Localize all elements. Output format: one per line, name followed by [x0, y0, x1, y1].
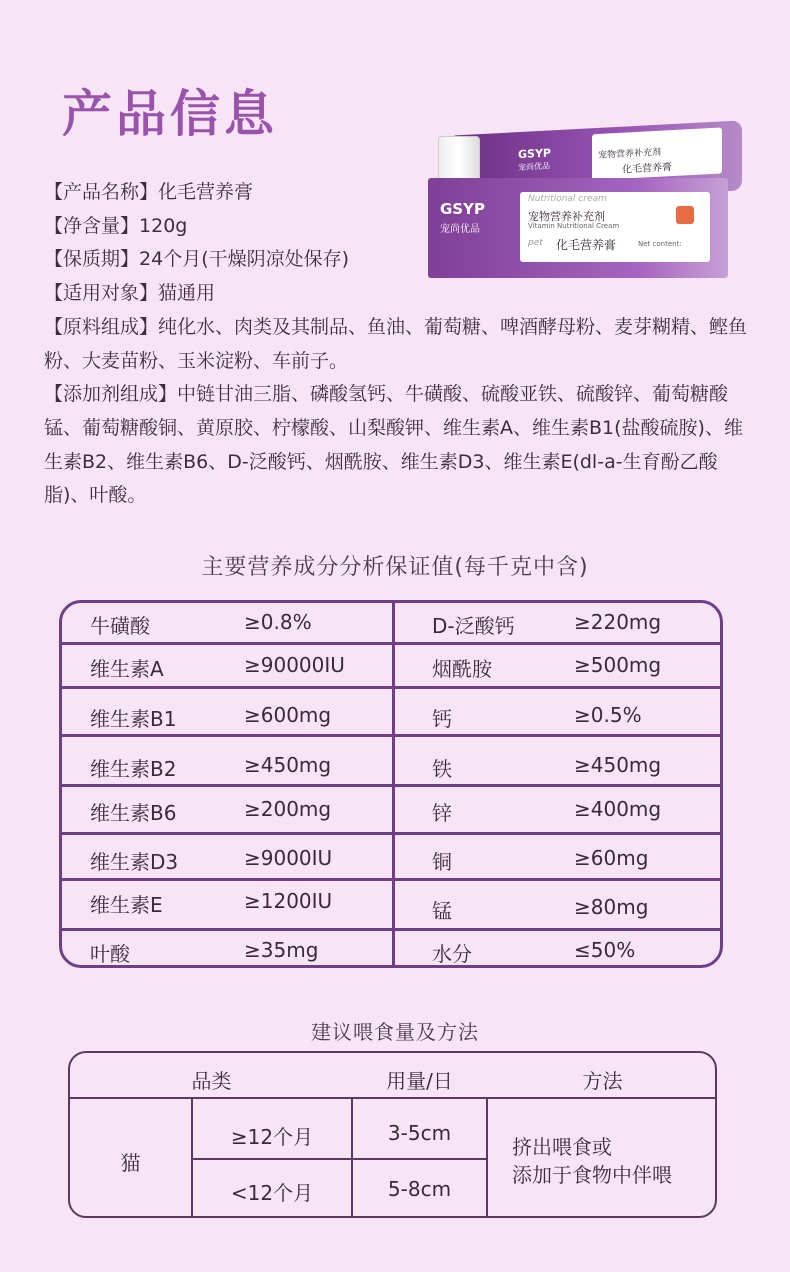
row-divider: [62, 928, 720, 931]
feeding-title: 建议喂食量及方法: [311, 1020, 479, 1044]
row-divider: [62, 878, 720, 881]
category-cat: 猫: [120, 1151, 141, 1175]
box-brand-sub: 宠尚优品: [440, 224, 480, 235]
product-info: [44, 176, 754, 513]
nutrient-name: 铁: [432, 757, 452, 781]
nutrient-value: ≥220mg: [574, 610, 662, 634]
nutrient-value: ≥400mg: [574, 797, 662, 821]
box-label-en: Vitamin Nutritional Cream: [528, 222, 620, 230]
nutrient-value: ≥90000IU: [244, 653, 345, 677]
nutrient-name: 叶酸: [90, 942, 130, 966]
row-divider: [62, 686, 720, 689]
nutrient-name: 烟酰胺: [432, 657, 492, 681]
row-divider: [62, 642, 720, 645]
nutrient-value: ≥35mg: [244, 938, 319, 962]
nutrient-name: 钙: [432, 707, 452, 731]
nutrient-value: ≥600mg: [244, 703, 332, 727]
info-shelf-life: [44, 243, 754, 277]
info-name: [44, 176, 754, 210]
nutrient-value: ≥0.8%: [244, 610, 312, 634]
box-brand: GSYP: [440, 200, 485, 218]
nutrient-value: ≥60mg: [574, 846, 649, 870]
tube-brand-sub: 宠尚优品: [518, 161, 550, 173]
tube-label: [592, 127, 722, 180]
nutrient-value: ≤50%: [574, 938, 636, 962]
info-additives: [44, 378, 754, 513]
header-method: 方法: [582, 1069, 623, 1093]
nutrient-name: 维生素D3: [90, 850, 179, 874]
nutrient-value: ≥9000IU: [244, 846, 333, 870]
nutrient-value: ≥80mg: [574, 895, 649, 919]
info-target: [44, 277, 754, 311]
info-value: 24个月(干燥阴凉处保存): [139, 248, 350, 271]
amount-adult: 3-5cm: [387, 1121, 452, 1145]
info-label: 【原料组成】: [44, 315, 159, 338]
nutrient-value: ≥0.5%: [574, 703, 642, 727]
nutrient-value: ≥450mg: [244, 753, 332, 777]
tube-product-name: 化毛营养膏: [622, 162, 672, 176]
nutrient-name: 铜: [432, 850, 452, 874]
header-divider: [70, 1097, 715, 1099]
box-badge: pet: [528, 238, 543, 248]
info-value: 120g: [139, 214, 188, 237]
info-value: 化毛营养膏: [158, 181, 254, 203]
nutrient-value: ≥200mg: [244, 797, 332, 821]
row-divider: [62, 734, 720, 737]
nutrient-name: 维生素A: [90, 657, 164, 681]
nutrient-name: 维生素B2: [90, 757, 177, 781]
info-label: 【适用对象】: [44, 282, 159, 305]
header-amount: 用量/日: [386, 1069, 453, 1093]
amount-kitten: 5-8cm: [387, 1177, 452, 1201]
row-divider: [62, 832, 720, 835]
feeding-table: [68, 1051, 717, 1218]
row-divider: [62, 784, 720, 787]
nutrient-value: ≥450mg: [574, 753, 662, 777]
nutrition-table: [59, 600, 723, 968]
method-line-1: 挤出喂食或: [512, 1135, 612, 1159]
box-script-text: Nutritional cream: [528, 194, 607, 204]
info-label: 【净含量】: [44, 214, 140, 237]
nutrient-name: 维生素B6: [90, 801, 177, 825]
info-value: 猫通用: [158, 282, 216, 305]
tube-label-cn: 宠物营养补充剂: [598, 147, 662, 161]
nutrient-name: 锰: [432, 899, 452, 923]
info-ingredients: [44, 311, 754, 378]
info-label: 【添加剂组成】: [44, 383, 178, 406]
page-title: 产品信息: [62, 85, 278, 143]
nutrient-name: 维生素B1: [90, 707, 177, 731]
nutrient-name: 牛磺酸: [90, 614, 150, 638]
box-product-name: 化毛营养膏: [556, 238, 617, 252]
header-category: 品类: [191, 1069, 232, 1093]
info-label: 【产品名称】: [44, 181, 159, 203]
age-adult: ≥12个月: [230, 1125, 314, 1149]
nutrient-name: 水分: [432, 942, 472, 966]
nutrient-value: ≥500mg: [574, 653, 662, 677]
nutrient-name: D-泛酸钙: [432, 614, 515, 638]
method-line-2: 添加于食物中伴喂: [512, 1163, 672, 1187]
nutrition-title: 主要营养成分分析保证值(每千克中含): [201, 555, 589, 580]
tube-brand: GSYP: [518, 146, 551, 162]
info-net-content: [44, 210, 754, 244]
nutrient-name: 锌: [432, 801, 452, 825]
info-label: 【保质期】: [44, 248, 140, 271]
nutrient-name: 维生素E: [90, 893, 163, 917]
box-net-content: Net content:: [638, 240, 682, 248]
row-divider: [191, 1158, 488, 1160]
box-label-cn: 宠物营养补充剂: [528, 210, 605, 223]
info-value: 中链甘油三脂、磷酸氢钙、牛磺酸、硫酸亚铁、硫酸锌、葡萄糖酸锰、葡萄糖酸铜、黄原胶、柠檬酸、山梨酸钾、维生素A、维生素B1(盐酸硫胺)、维生素B2、维生素B6、D-泛酸钙、烟酰胺、维生素D3、维生素E(dl-a-生育酚乙酸脂)、叶酸。: [44, 383, 743, 507]
nutrient-value: ≥1200IU: [244, 889, 333, 913]
age-kitten: <12个月: [230, 1181, 314, 1205]
info-value: 纯化水、肉类及其制品、鱼油、葡萄糖、啤酒酵母粉、麦芽糊精、鲣鱼粉、大麦苗粉、玉米淀粉、车前子。: [44, 315, 748, 372]
